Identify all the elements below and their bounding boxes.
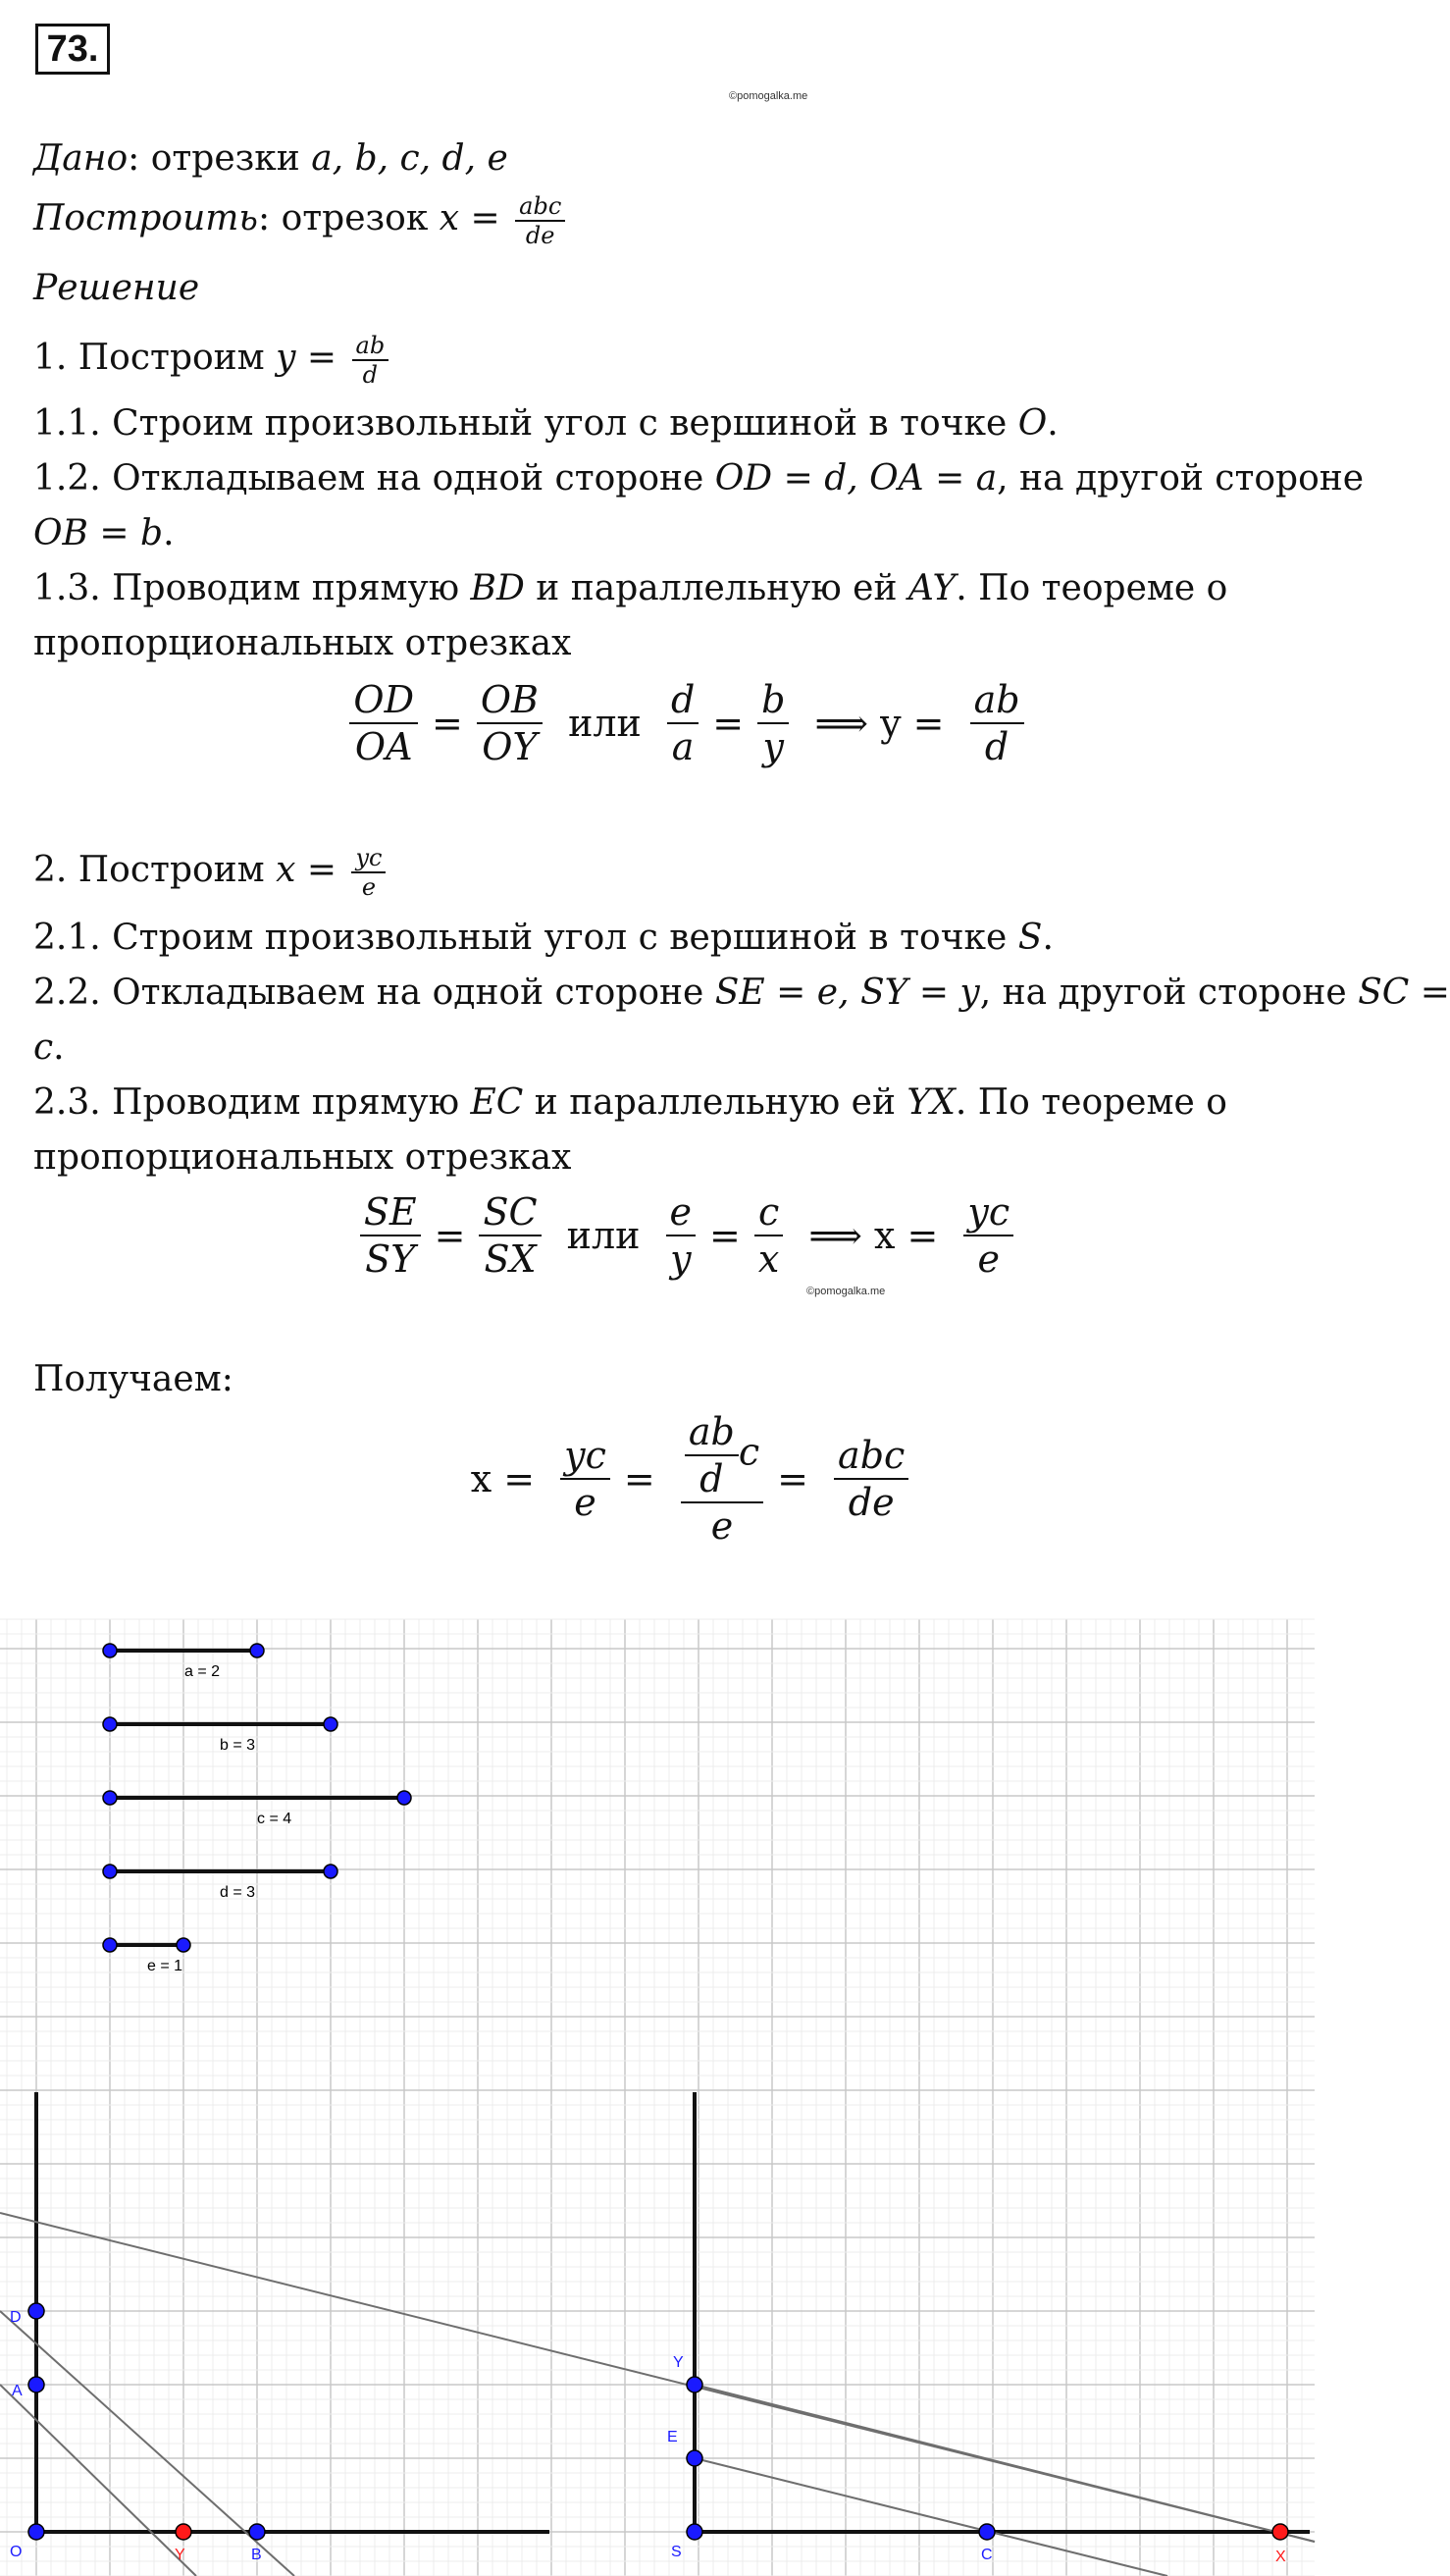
step23-text-b: и параллельную ей [523,1082,907,1123]
eq2-f3d: y [670,1237,692,1281]
step13-line2: пропорциональных отрезках [33,623,572,663]
eq1-f3n: d [667,677,699,724]
step13-bd: BD [470,568,525,608]
eq3-inner-d: d [699,1457,724,1500]
step23-text-c: . По теореме о [955,1082,1227,1123]
point-C-label: C [981,2547,993,2563]
equation-3: x = $\frac{yc}{e}$ = $\frac{ab}{d}$ c e = $\frac{\text{abc}}{de}$ [0,1409,1373,1549]
eq2-f5n: yc [963,1189,1013,1236]
eq2-f4n: c [754,1189,783,1236]
watermark-2: ©pomogalka.me [806,1286,886,1297]
eq1-frac2 [477,677,543,769]
segment-e [103,1938,190,1974]
eq3-frac1 [560,1433,610,1525]
point-A-label: A [12,2383,23,2399]
eq1-f4n: b [757,677,789,724]
eq1-f2d: OY [482,725,538,768]
point-X-label: X [1275,2549,1286,2565]
step2-den: e [361,873,377,901]
problem-number: 73. [35,24,110,75]
step12-math: OD = d, OA = a [714,458,998,499]
eq1-f5d: d [984,725,1010,768]
eq1-f3d: a [671,725,695,768]
construct-lhs: x = [439,198,500,238]
construct-fraction [515,192,565,249]
eq2-frac1 [360,1189,421,1282]
step21-line: 2.1. Строим произвольный угол с вершиной в точке S. [33,918,1054,958]
eq1-or: или [568,702,642,745]
eq1-f4d: y [762,725,785,768]
eq3-inner-n: ab [685,1409,739,1456]
watermark: ©pomogalka.me [729,90,808,102]
step12-text: 1.2. Откладываем на одной стороне [33,458,715,499]
eq2-f3n: e [666,1189,697,1236]
step23-yx: YX [906,1082,956,1123]
construct-den: de [525,222,555,249]
step13-ay: AY [907,568,957,608]
step12-line [33,457,1364,500]
eq2-frac4 [754,1189,783,1282]
step22-text: 2.2. Откладываем на одной стороне [33,973,715,1013]
equation-2: $\frac{SE}{SY}$ = $\frac{SC}{SX}$ или $\frac{e}{y}$ = $\frac{c}{x}$ ⟹ x = $\frac{yc}{e}$ [0,1189,1373,1282]
given-line [33,137,508,181]
step23-text: 2.3. Проводим прямую [33,1082,471,1123]
step1-line [33,332,392,389]
point-E-label: E [667,2429,678,2445]
construct-label: Построить [33,198,259,238]
segment-c-label: c = 4 [257,1811,292,1827]
step22-line2: c. [33,1027,65,1068]
eq3-f3d: de [848,1481,895,1524]
step13-line [33,567,1227,610]
segment-d [103,1865,337,1901]
eq1-f5n: ab [970,677,1024,724]
step2-line [33,844,389,901]
step23-line [33,1081,1227,1125]
eq3-f1n: yc [560,1433,610,1480]
segment-b [103,1717,337,1754]
eq1-implies: ⟹ y = [814,702,945,745]
step1-num: ab [352,332,389,361]
step12-line2: OB = b. [33,513,175,553]
point-O-label: O [10,2544,23,2560]
step22-math-d: c [33,1027,54,1068]
eq2-frac2 [479,1189,541,1282]
step22-math-c: SC = [1358,973,1450,1013]
eq2-or: или [566,1214,641,1257]
step1-fraction [352,332,389,389]
eq3-inner-c: c [738,1430,760,1474]
construct-text: : отрезок [258,198,440,238]
eq2-f4d: x [757,1237,780,1281]
step23-ec: EC [470,1082,524,1123]
step1-lhs: y = [276,338,337,378]
eq3-frac3 [834,1433,908,1525]
step11-line: 1.1. Строим произвольный угол с вершиной в точке O. [33,403,1059,444]
eq1-f1n: OD [349,677,418,724]
construct-line [33,192,569,249]
eq3-lhs: x = [470,1457,536,1500]
point-S-label: S [671,2544,682,2560]
eq1-frac3 [667,677,699,769]
eq3-f1d: e [574,1481,596,1524]
eq2-frac3 [666,1189,697,1282]
construction-2 [667,2092,1315,2576]
given-text: : отрезки [128,138,312,179]
equation-1: $\frac{OD}{OA}$ = $\frac{OB}{OY}$ или $\frac{d}{a}$ = $\frac{b}{y}$ ⟹ y = $\frac{ab}{d}$ [0,677,1373,769]
step21-var: S [1017,918,1043,958]
eq3-f3n: abc [834,1433,908,1480]
step1-title: 1. Построим [33,338,277,378]
given-label: Дано [33,138,129,179]
eq2-frac5 [963,1189,1013,1282]
point-Y2-label: Y [673,2354,684,2371]
construction-figure [0,1619,1315,2576]
step23-line2: пропорциональных отрезках [33,1137,572,1178]
step2-lhs: x = [276,850,337,890]
step11-var: O [1017,403,1048,444]
eq3-frac2 [681,1409,763,1549]
eq2-f5d: e [977,1237,1001,1281]
step13-text-b: и параллельную ей [524,568,908,608]
eq2-implies: ⟹ x = [808,1214,939,1257]
eq1-f2n: OB [477,677,543,724]
eq1-frac1 [349,677,418,769]
given-vars: a, b, c, d, e [311,138,508,179]
eq2-f1d: SY [365,1237,416,1281]
step12-math2: OB = b [33,513,164,553]
eq3-f2d: e [710,1504,734,1548]
segment-d-label: d = 3 [220,1884,256,1901]
eq1-f1d: OA [354,725,413,768]
step13-text: 1.3. Проводим прямую [33,568,471,608]
step12-text-b: , на другой стороне [997,458,1365,499]
solution-label: Решение [33,268,200,308]
point-B-label: B [251,2547,262,2563]
grid [0,1619,1315,2576]
eq2-f2n: SC [479,1189,541,1236]
eq1-frac4 [757,677,789,769]
construction-1 [0,2092,1315,2576]
step22-math: SE = e, SY = y [714,973,980,1013]
step2-title: 2. Построим [33,850,277,890]
point-Y1-label: Y [175,2547,185,2563]
step22-line [33,972,1450,1015]
eq3-inner-frac [685,1409,739,1501]
step2-num: yc [351,844,386,873]
result-label: Получаем: [33,1359,233,1399]
construct-num: abc [515,192,565,222]
segment-a-label: a = 2 [184,1663,221,1680]
step22-text-b: , на другой стороне [979,973,1359,1013]
step11-text: 1.1. Строим произвольный угол с вершиной в точке [33,403,1018,444]
segment-e-label: e = 1 [147,1958,183,1974]
eq3-f2n [681,1409,763,1503]
step2-fraction [351,844,386,901]
eq1-frac5 [970,677,1024,769]
step1-den: d [362,361,379,389]
step13-text-c: . По теореме о [956,568,1228,608]
point-D-label: D [10,2309,22,2326]
step21-text: 2.1. Строим произвольный угол с вершиной в точке [33,918,1018,958]
eq2-f1n: SE [360,1189,421,1236]
segment-b-label: b = 3 [220,1737,256,1754]
eq2-f2d: SX [484,1237,537,1281]
